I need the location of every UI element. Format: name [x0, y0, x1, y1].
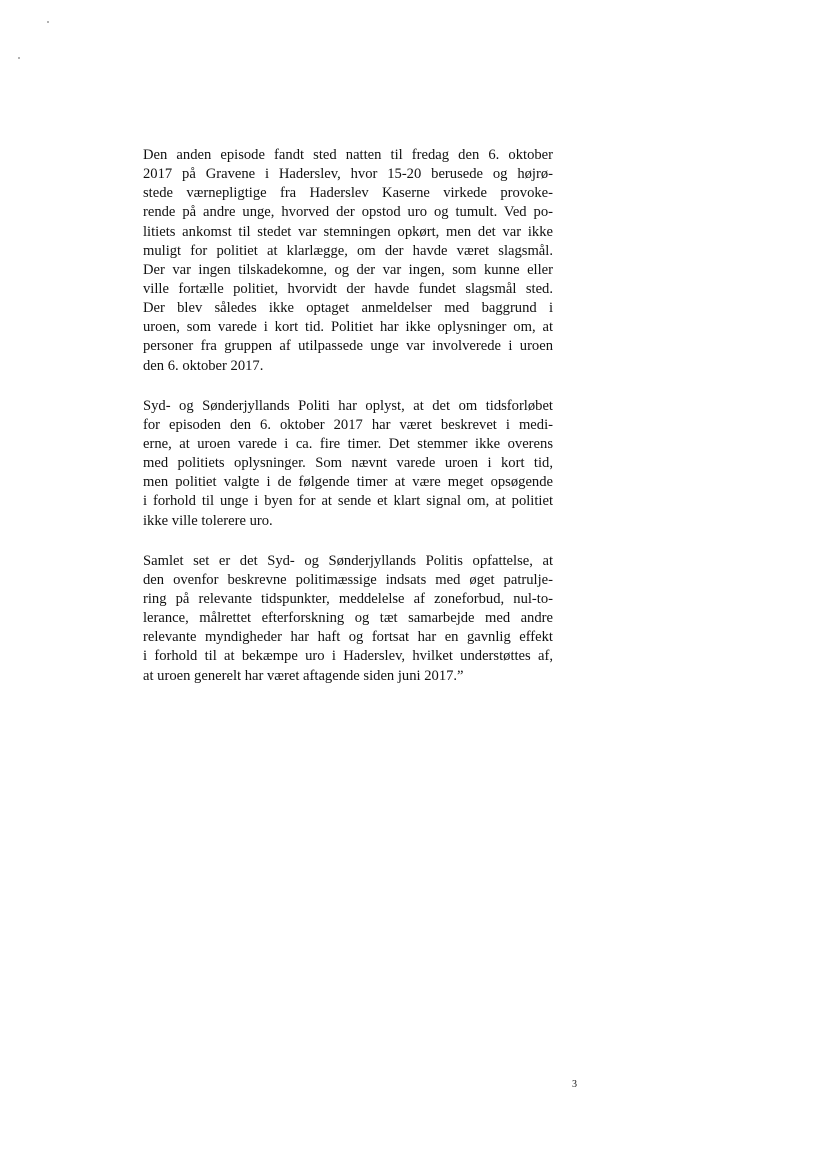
- scan-speck: [18, 57, 20, 59]
- body-text: [143, 146, 553, 707]
- text-line: Den anden episode fandt sted natten til fredag den 6. oktober: [143, 147, 553, 163]
- text-line: den ovenfor beskrevne politimæssige indsats med øget patrulje-: [143, 571, 553, 588]
- text-line: for episoden den 6. oktober 2017 har været beskrevet i medi-: [143, 416, 553, 433]
- text-line: muligt for politiet at klarlægge, om der havde været slagsmål.: [143, 242, 553, 259]
- text-line: med politiets oplysninger. Som nævnt varede uroen i kort tid,: [143, 455, 553, 472]
- text-line: rende på andre unge, hvorved der opstod uro og tumult. Ved po-: [143, 204, 553, 221]
- text-line: ville fortælle politiet, hvorvidt der havde fundet slagsmål sted.: [143, 280, 553, 297]
- text-line: litiets ankomst til stedet var stemningen opkørt, men det var ikke: [143, 223, 553, 240]
- page-number: 3: [572, 1079, 577, 1090]
- text-line: uroen, som varede i kort tid. Politiet har ikke oplysninger om, at: [143, 319, 553, 336]
- text-line: personer fra gruppen af utilpassede unge var involverede i uroen: [143, 338, 553, 355]
- paragraph-2: [143, 397, 553, 531]
- text-line: erne, at uroen varede i ca. fire timer. Det stemmer ikke overens: [143, 435, 553, 452]
- text-line: den 6. oktober 2017.: [143, 357, 264, 374]
- paragraph-3: [143, 552, 553, 686]
- text-line: i forhold til at bekæmpe uro i Haderslev, hvilket understøttes af,: [143, 648, 553, 665]
- text-line: Syd- og Sønderjyllands Politi har oplyst, at det om tidsforløbet: [143, 397, 553, 414]
- text-line: ring på relevante tidspunkter, meddelelse af zoneforbud, nul-to-: [143, 590, 553, 607]
- scan-speck: [47, 21, 49, 23]
- text-line: at uroen generelt har været aftagende siden juni 2017.”: [143, 667, 464, 684]
- text-line: i forhold til unge i byen for at sende et klart signal om, at politiet: [143, 493, 553, 510]
- text-line: Samlet set er det Syd- og Sønderjyllands Politis opfattelse, at: [143, 552, 553, 569]
- text-line: ikke ville tolerere uro.: [143, 512, 273, 529]
- text-line: relevante myndigheder har haft og fortsat har en gavnlig effekt: [143, 629, 553, 646]
- text-line: Der var ingen tilskadekomne, og der var ingen, som kunne eller: [143, 261, 553, 278]
- text-line: lerance, målrettet efterforskning og tæt samarbejde med andre: [143, 610, 553, 627]
- text-line: men politiet valgte i de følgende timer at være meget opsøgende: [143, 474, 553, 491]
- text-line: Der blev således ikke optaget anmeldelser med baggrund i: [143, 300, 553, 317]
- text-line: 2017 på Gravene i Haderslev, hvor 15-20 berusede og højrø-: [143, 166, 553, 183]
- paragraph-1: [143, 146, 553, 376]
- text-line: stede værnepligtige fra Haderslev Kaserne virkede provoke-: [143, 185, 553, 202]
